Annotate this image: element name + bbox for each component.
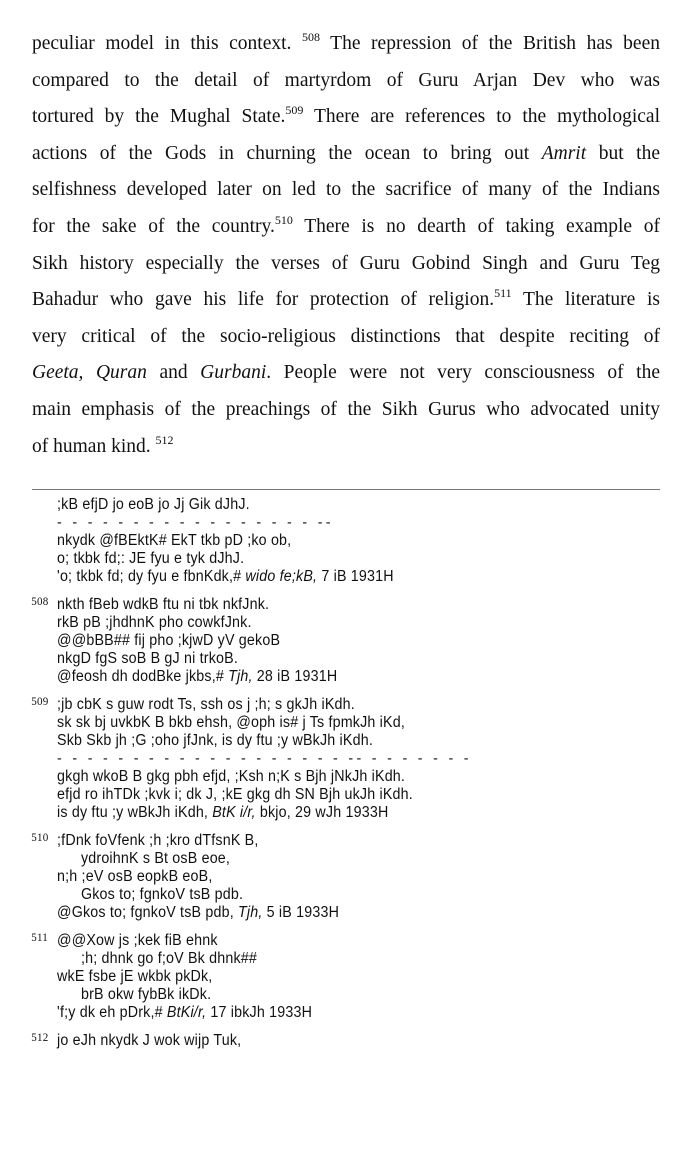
footnote-gap [0,586,644,596]
footnote-line-text: nkth fBeb wdkB ftu ni tbk nkfJnk. [57,596,270,613]
footnotes-section [0,496,644,1050]
footnote-block [0,696,644,822]
footnote-block [0,832,644,922]
footnote-line [57,1004,644,1022]
footnote-number: 512 [31,1030,49,1044]
text-run: compared to the detail of martyrdom of Guru Arjan Dev who was [32,69,660,91]
footnote-line [57,596,644,614]
footnote-number: 509 [31,694,49,708]
footnote-dash-separator [57,750,644,768]
body-text-line [32,26,660,63]
footnote-number: 511 [31,930,48,944]
footnote-reference: 509 [285,103,304,118]
body-text-line [32,355,660,392]
main-body-text [32,26,660,465]
body-text-line [32,209,660,246]
text-run: but the [586,142,660,164]
text-run: There are references to the mythological [303,106,661,128]
footnote-line-text: nkydk @fBEktK# EkT tkb pD ;ko ob, [57,532,292,549]
footnote-line-text: sk sk bj uvkbK B bkb ehsh, @oph is# j Ts fpmkJh iKd, [57,714,406,731]
footnote-line [57,614,644,632]
footnote-block [0,496,644,586]
footnote-line-text: Skb Skb jh ;G ;oho jfJnk, is dy ftu ;y wBkJh iKdh. [57,732,373,749]
footnote-line [57,1032,644,1050]
italic-term: Gurbani [200,362,267,384]
italic-term: Amrit [541,142,587,164]
footnote-line-text: @Gkos to; fgnkoV tsB pdb, [57,904,239,921]
footnote-separator-rule [32,489,660,490]
text-run: very critical of the socio-religious distinctions that despite reciting of [32,325,660,347]
footnote-gap [0,1022,644,1032]
footnote-line [57,696,644,714]
footnote-line [57,732,644,750]
footnote-line-text: @@Xow js ;kek fiB ehnk [57,932,218,949]
body-text-line [32,172,660,209]
footnote-line [57,886,644,904]
footnote-source-title: wido fe;kB, [245,568,318,585]
footnote-source-date: 5 iB 1933H [262,904,340,921]
footnote-line-text: ydroihnK s Bt osB eoe, [80,850,231,867]
footnote-line [57,786,644,804]
text-run: Bahadur who gave his life for protection of religion. [32,289,495,311]
body-text-line [32,136,660,173]
text-run: actions of the Gods in churning the ocean to bring out [32,142,542,164]
footnote-source-date: 28 iB 1931H [252,668,338,685]
footnote-block [0,932,644,1022]
footnote-line [57,668,644,686]
footnote-line-text: o; tkbk fd;: JE fyu e tyk dJhJ. [57,550,245,567]
footnote-line [57,986,644,1004]
footnote-source-title: BtKi/r, [166,1004,207,1021]
footnote-line [57,850,644,868]
footnote-source-title: BtK i/r, [212,804,256,821]
body-text-line [32,99,660,136]
body-text-line [32,392,660,429]
footnote-reference: 508 [301,30,320,44]
text-run: The repression of the British has been [319,33,660,54]
footnote-source-date: 17 ibkJh 1933H [206,1004,313,1021]
footnote-line-text: - - - - - - - - - - - - - - - - - - - -- - - - - - - - [57,750,472,767]
footnote-line [57,932,644,950]
footnote-line-text: ;h; dhnk go f;oV Bk dhnk## [80,950,257,967]
footnote-line [57,568,644,586]
footnote-source-date: 7 iB 1931H [317,568,394,585]
footnote-reference: 510 [274,212,293,227]
body-text-line [32,319,660,356]
footnote-gap [0,922,644,932]
text-run: Sikh history especially the verses of Guru Gobind Singh and Guru Teg [32,252,660,274]
footnote-line-text: efjd ro ihTDk ;kvk i; dk J, ;kE gkg dh SN Bjh ukJh iKdh. [57,786,413,803]
text-run: of human kind. [32,435,156,457]
footnote-line-text: gkgh wkoB B gkg pbh efjd, ;Ksh n;K s Bjh jNkJh iKdh. [57,768,406,785]
body-text-line [32,246,660,283]
footnote-line-text: 'f;y dk eh pDrk,# [57,1004,167,1021]
body-text-line [32,63,660,100]
footnote-line-text: ;kB efjD jo eoB jo Jj Gik dJhJ. [57,496,250,513]
footnote-line-text: - - - - - - - - - - - - - - - - - -- [57,514,334,531]
footnote-line [57,904,644,922]
footnote-dash-separator [57,514,644,532]
footnote-line [57,714,644,732]
text-run: selfishness developed later on led to the sacrifice of many of the Indians [32,179,660,201]
text-run: The literature is [511,289,660,311]
footnote-line-text: ;fDnk foVfenk ;h ;kro dTfsnK B, [57,832,259,849]
footnote-line [57,632,644,650]
footnote-line-text: wkE fsbe jE wkbk pkDk, [57,968,213,985]
footnote-number: 508 [31,594,49,608]
footnote-source-date: bkjo, 29 wJh 1933H [255,804,389,821]
footnote-line [57,496,644,514]
footnote-line-text: brB okw fybBk ikDk. [80,986,212,1003]
footnote-line-text: Gkos to; fgnkoV tsB pdb. [80,886,244,903]
footnote-line-text: 'o; tkbk fd; dy fyu e fbnKdk,# [57,568,246,585]
footnote-line-text: ;jb cbK s guw rodt Ts, ssh os j ;h; s gkJh iKdh. [57,696,355,713]
text-run: There is no dearth of taking example of [292,215,660,237]
footnote-line [57,950,644,968]
footnote-line [57,532,644,550]
footnote-line-text: rkB pB ;jhdhnK pho cowkfJnk. [57,614,252,631]
footnote-line-text: nkgD fgS soB B gJ ni trkoB. [57,650,238,667]
italic-term: Geeta, Quran [32,362,147,384]
body-text-line [32,282,660,319]
footnote-reference: 512 [155,432,174,447]
text-run: and [146,362,201,384]
footnote-number: 510 [31,830,49,844]
footnote-line [57,650,644,668]
footnote-block [0,1032,644,1050]
text-run: peculiar model in this context. [32,33,302,54]
footnote-line-text: is dy ftu ;y wBkJh iKdh, [57,804,213,821]
footnote-line-text: n;h ;eV osB eopkB eoB, [57,868,213,885]
footnote-source-title: Tjh, [238,904,263,921]
footnote-gap [0,686,644,696]
footnote-source-title: Tjh, [228,668,253,685]
text-run: for the sake of the country. [32,215,275,237]
footnote-block [0,596,644,686]
footnote-line-text: @feosh dh dodBke jkbs,# [57,668,229,685]
text-run: . People were not very consciousness of the [266,362,660,384]
footnote-line [57,832,644,850]
footnote-gap [0,822,644,832]
footnote-reference: 511 [494,286,512,301]
body-text-line [32,429,660,466]
footnote-line [57,804,644,822]
footnote-line [57,550,644,568]
footnote-line-text: @@bBB## fij pho ;kjwD yV gekoB [57,632,281,649]
text-run: tortured by the Mughal State. [32,106,286,128]
footnote-line [57,868,644,886]
footnote-line [57,968,644,986]
footnote-line-text: jo eJh nkydk J wok wijp Tuk, [57,1032,242,1049]
text-run: main emphasis of the preachings of the Sikh Gurus who advocated unity [32,398,660,420]
footnote-line [57,768,644,786]
